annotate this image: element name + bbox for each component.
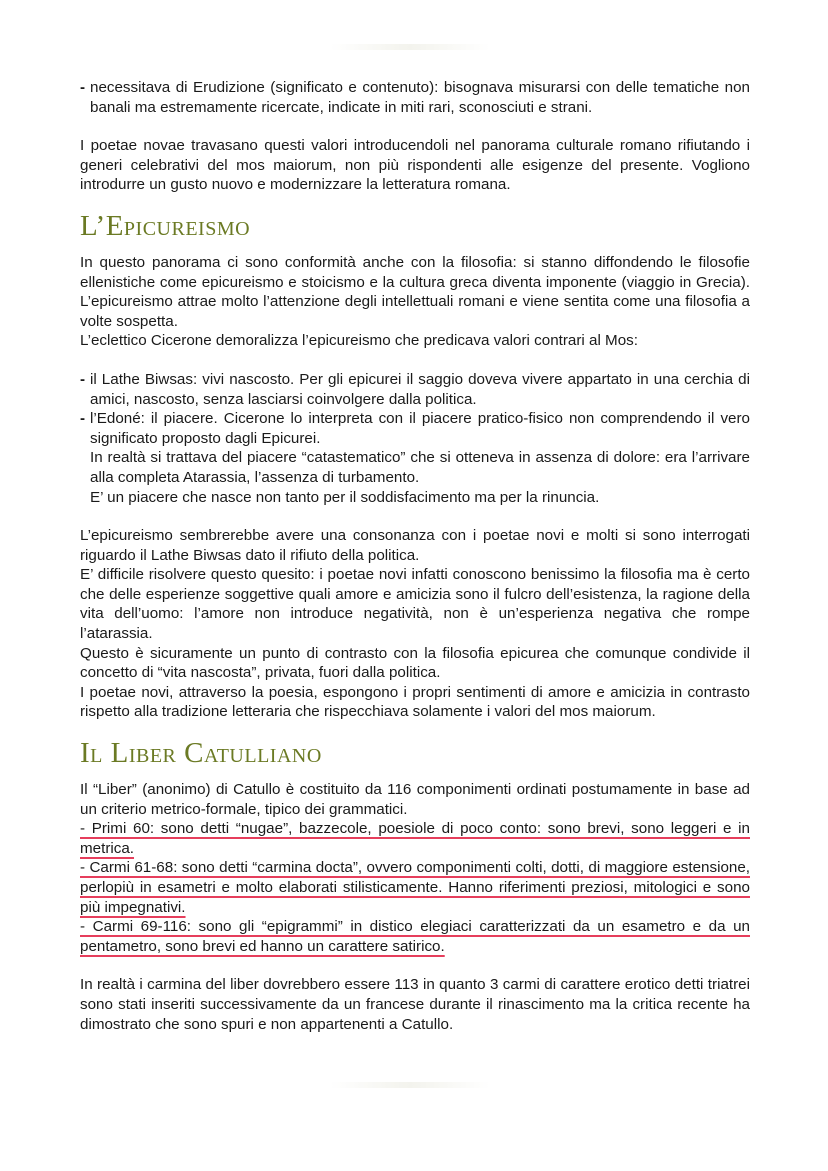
faint-header-mark — [330, 44, 490, 50]
epigrammi-line — [80, 917, 750, 956]
faint-footer-mark — [330, 1082, 490, 1088]
edone-item-cont: E’ un piacere che nasce non tanto per il soddisfacimento ma per la rinuncia. — [90, 488, 600, 506]
lathe-biwsas-item: il Lathe Biwsas: vivi nascosto. Per gli epicurei il saggio doveva vivere appartato in una cerchia di amici, nascosto, senza lasciarsi coinvolgere dalla politica. — [90, 370, 750, 408]
edone-item-cont: In realtà si trattava del piacere “catastematico” che si otteneva in assenza di dolore: era l’arrivare alla completa Atarassia, l’assenza di turbamento. — [90, 449, 750, 486]
highlighted-text: - Carmi 69-116: sono gli “epigrammi” in distico elegiaci caratterizzati da un esametro e da un pentametro, sono brevi ed hanno un carattere satirico. — [80, 918, 750, 955]
nugae-line — [80, 819, 750, 858]
edone-item: l’Edoné: il piacere. Cicerone lo interpreta con il piacere pratico-fisico non comprendendo il vero significato proposto dagli Epicurei. — [90, 410, 750, 447]
paragraph: Il “Liber” (anonimo) di Catullo è costituito da 116 componimenti ordinati postumamente in base ad un criterio metrico-formale, tipico dei grammatici. — [80, 781, 750, 818]
paragraph: L’epicureismo sembrerebbe avere una consonanza con i poetae novi e molti si sono interrogati riguardo il Lathe Biwsas dato il rifiuto della politica. — [80, 527, 750, 564]
list-item — [80, 409, 750, 507]
paragraph: In questo panorama ci sono conformità anche con la filosofia: si stanno diffondendo le filosofie ellenistiche come epicureismo e stoicismo e la cultura greca diventa imponente (viaggio in Grecia). L’epicureismo attrae molto l’attenzione degli intellettuali romani e viene sentita come una filosofia a volte sospetta. — [80, 253, 750, 330]
highlighted-text: - Carmi 61-68: sono detti “carmina docta”, ovvero componimenti colti, dotti, di maggiore estensione, perlopiù in esametri e molto elaborati stilisticamente. Hanno riferimenti preziosi, mitologici e sono più impegnativi. — [80, 859, 750, 916]
paragraph: I poetae novi, attraverso la poesia, espongono i propri sentimenti di amore e amicizia in contrasto rispetto alla tradizione letteraria che rispecchiava solamente i valori del mos maiorum. — [80, 683, 750, 721]
highlighted-text: - Primi 60: sono detti “nugae”, bazzecole, poesiole di poco conto: sono brevi, sono leggeri e in metrica. — [80, 820, 750, 857]
erudizione-item: necessitava di Erudizione (significato e contenuto): bisognava misurarsi con delle tematiche non banali ma estremamente ricercate, indicate in miti rari, sconosciuti e strani. — [90, 79, 750, 116]
intro-paragraph: I poetae novae travasano questi valori introducendoli nel panorama culturale romano rifiutando i generi celebrativi del mos maiorum, non più rispondenti alle esigenze del presente. Vogliono introdurre un gusto nuovo e modernizzare la letteratura romana. — [80, 137, 750, 194]
dash-bullet: - — [80, 79, 86, 96]
paragraph: L’eclettico Cicerone demoralizza l’epicureismo che predicava valori contrari al Mos: — [80, 332, 638, 350]
paragraph: In realtà i carmina del liber dovrebbero essere 113 in quanto 3 carmi di carattere erotico detti triatrei sono stati inseriti successivamente da un francese durante il rinascimento ma la critica recente ha dimostrato che sono spuri e non appartenenti a Catullo. — [80, 976, 750, 1033]
paragraph: E’ difficile risolvere questo quesito: i poetae novi infatti conoscono benissimo la filosofia ma è certo che delle esperienze soggettive quali amore e amicizia sono il fulcro dell’esistenza, la ragione della vita dell’uomo: l’amore non introduce negatività, non è un’esperienza negativa che rompe l’atarassia. — [80, 566, 750, 643]
list-item — [80, 370, 750, 409]
paragraph: Questo è sicuramente un punto di contrasto con la filosofia epicurea che comunque condivide il concetto di “vita nascosta”, privata, fuori dalla politica. — [80, 644, 750, 682]
section-heading-liber: Il Liber Catulliano — [80, 737, 322, 770]
carmina-docta-line — [80, 858, 750, 917]
section-heading-epicureismo: L’Epicureismo — [80, 209, 251, 242]
dash-bullet: - — [80, 410, 86, 428]
list-item — [80, 78, 750, 117]
dash-bullet: - — [80, 370, 86, 388]
document-page — [80, 78, 750, 1034]
